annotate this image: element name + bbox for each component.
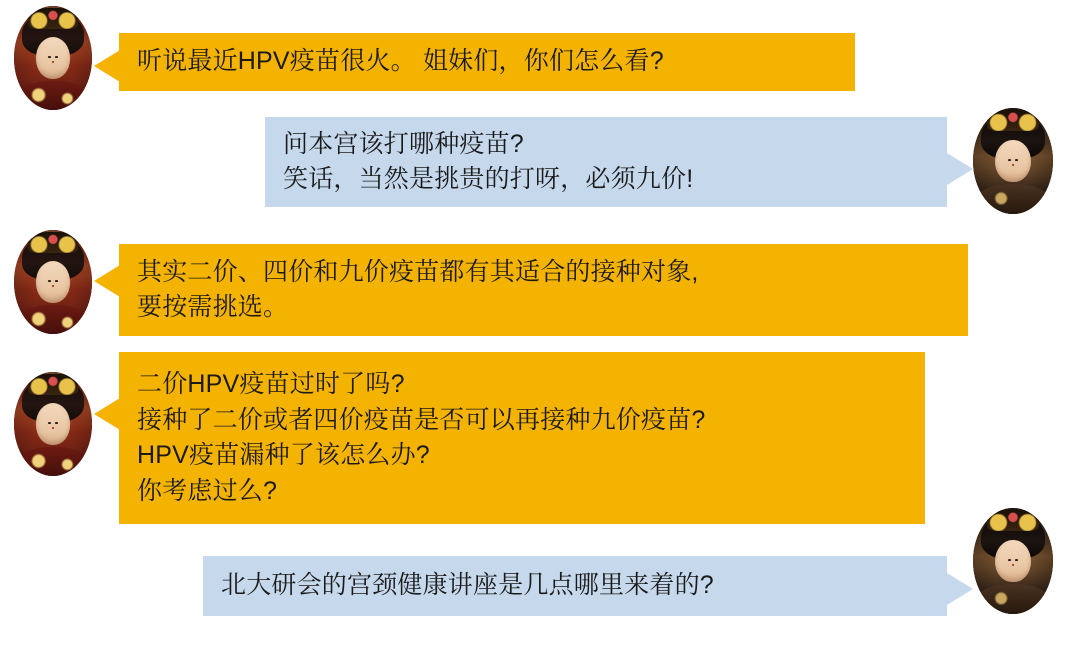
bubble-tail-left-2 [94,265,120,297]
mouth [52,285,55,286]
message-line: 北大研会的宫颈健康讲座是几点哪里来着的? [221,571,714,600]
face-shape [36,261,70,303]
headdress-shape [987,110,1038,131]
message-line: HPV疫苗漏种了该怎么办? [137,441,430,469]
mouth [1012,164,1015,165]
headdress-shape [28,8,78,29]
left-eye [1008,559,1011,561]
left-eye [1008,159,1011,161]
right-eye [55,422,58,424]
right-eye [55,280,58,282]
collar-shape [17,447,89,476]
message-bubble-4[interactable] [119,352,925,524]
left-eye [48,280,51,282]
collar-shape [976,584,1050,614]
headdress-shape [28,232,78,253]
collar-shape [17,305,89,334]
right-eye [1015,559,1018,561]
portrait-image [14,6,92,110]
face-shape [36,37,70,79]
left-eye [48,422,51,424]
message-line: 其实二价、四价和九价疫苗都有其适合的接种对象, [137,257,699,286]
right-eye [1015,159,1018,161]
bubble-tail-left-3 [94,398,120,430]
portrait-image [14,230,92,334]
message-bubble-1[interactable] [119,33,855,91]
bubble-tail-right-1 [947,153,973,185]
message-bubble-2[interactable] [265,117,947,207]
avatar-concubine-2 [973,508,1053,614]
portrait-image [14,372,92,476]
headdress-shape [28,374,78,395]
message-bubble-5[interactable] [203,556,947,616]
bubble-tail-right-2 [947,573,973,605]
avatar-empress-2 [14,230,92,334]
collar-shape [976,184,1050,214]
message-line: 你考虑过么? [137,476,278,505]
message-line: 二价HPV疫苗过时了吗? [137,370,405,398]
message-line: 笑话，当然是挑贵的打呀，必须九价! [283,165,694,193]
avatar-concubine-1 [973,108,1053,214]
message-bubble-3[interactable] [119,244,968,336]
portrait-image [973,108,1053,214]
bubble-tail-left-1 [94,50,120,82]
mouth [1012,564,1015,565]
message-line: 听说最近HPV疫苗很火。 姐妹们，你们怎么看? [137,47,664,76]
message-line: 要按需挑选。 [137,293,289,321]
avatar-empress-1 [14,6,92,110]
collar-shape [17,81,89,110]
headdress-shape [987,510,1038,531]
face-shape [995,140,1030,182]
avatar-empress-3 [14,372,92,476]
message-line: 问本宫该打哪种疫苗? [283,129,524,158]
message-line: 接种了二价或者四价疫苗是否可以再接种九价疫苗? [137,405,706,434]
right-eye [55,56,58,58]
face-shape [36,403,70,445]
mouth [52,61,55,62]
mouth [52,427,55,428]
portrait-image [973,508,1053,614]
left-eye [48,56,51,58]
face-shape [995,540,1030,582]
